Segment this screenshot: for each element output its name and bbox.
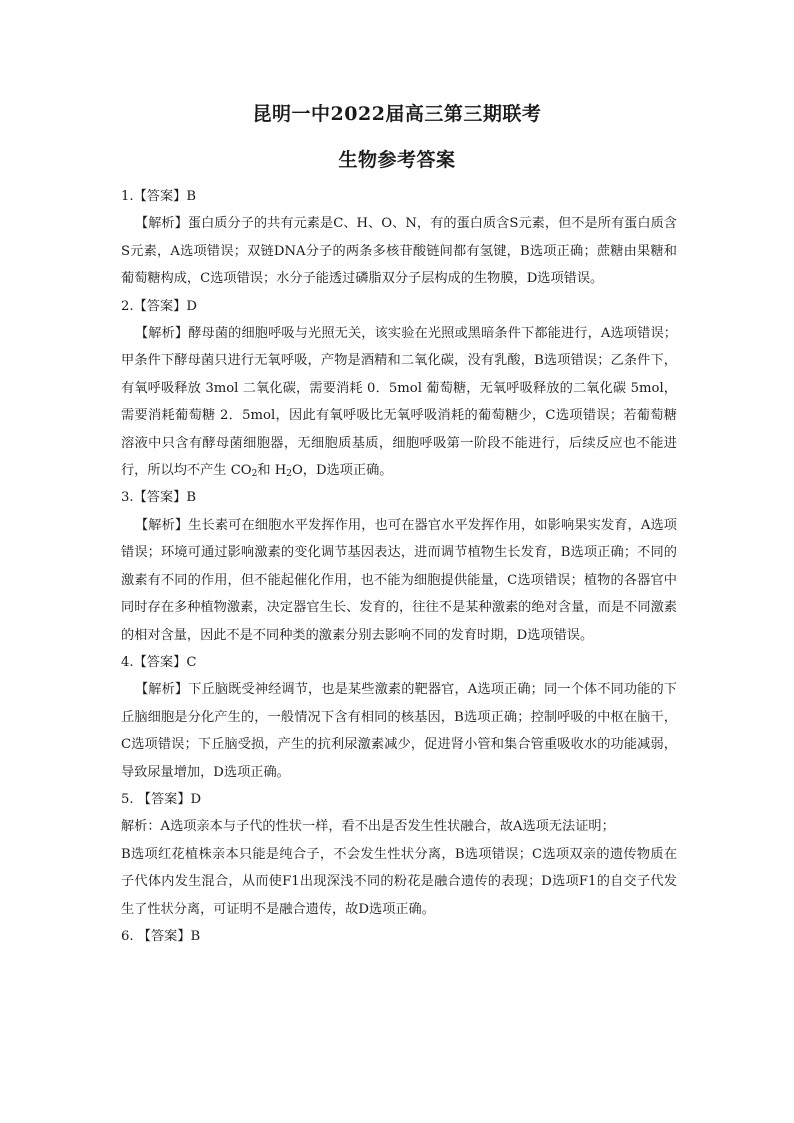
explanation-2-text-a: 【解析】酵母菌的细胞呼吸与光照无关，该实验在光照或黑暗条件下都能进行，A选项错误；甲条件下酵母菌只进行无氧呼吸，产物是酒精和二氧化碳，没有乳酸，B选项错误；乙条件下，有氧呼吸释放 3mol 二氧化碳，需要消耗 0．5mol 葡萄糖，无氧呼吸释放的二氧化碳 5mol，需要消耗葡萄糖 2．5mol，因此有氧呼吸比无氧呼吸消耗的葡萄糖少，C选项错误；若葡萄糖溶液中只含有酵母菌细胞器，无细胞质基质，细胞呼吸第一阶段不能进行，后续反应也不能进行，所以均不产生 CO (121, 326, 677, 479)
explanation-2-text-c: O，D选项正确。 (291, 463, 393, 479)
answer-1: 1.【答案】B (121, 189, 197, 204)
explanation-2-text-b: 和 H (257, 463, 287, 479)
answer-content (121, 183, 677, 950)
answer-2: 2.【答案】D (121, 298, 197, 314)
document-subtitle: 生物参考答案 (338, 149, 456, 171)
explanation-2 (121, 320, 677, 484)
answer-4: 4.【答案】C (121, 654, 197, 670)
answer-5: 5. 【答案】D (121, 791, 202, 807)
explanation-5-line-1: 解析：A选项亲本与子代的性状一样，看不出是否发生性状融合，故A选项无法证明； (121, 819, 615, 835)
answer-6: 6. 【答案】B (121, 928, 201, 944)
h2o-subscript: 2 (286, 469, 292, 480)
answer-3: 3.【答案】B (121, 490, 197, 506)
explanation-1: 【解析】蛋白质分子的共有元素是C、H、O、N，有的蛋白质含S元素，但不是所有蛋白质含S元素，A选项错误；双链DNA分子的两条多核苷酸链间都有氢键，B选项正确；蔗糖由果糖和葡萄糖构成，C选项错误；水分子能透过磷脂双分子层构成的生物膜，D选项错误。 (121, 216, 677, 287)
document-title: 昆明一中2022届高三第三期联考 (252, 103, 542, 125)
explanation-5-line-2: B选项红花植株亲本只能是纯合子，不会发生性状分离，B选项错误；C选项双亲的遗传物质在子代体内发生混合，从而使F1出现深浅不同的粉花是融合遗传的表现；D选项F1的自交子代发生了性状分离，可证明不是融合遗传，故D选项正确。 (121, 846, 677, 917)
co2-subscript: 2 (251, 469, 258, 480)
explanation-3: 【解析】生长素可在细胞水平发挥作用，也可在器官水平发挥作用，如影响果实发育，A选项错误；环境可通过影响激素的变化调节基因表达，进而调节植物生长发育，B选项正确；不同的激素有不同的作用，但不能起催化作用，也不能为细胞提供能量，C选项错误；植物的各器官中同时存在多种植物激素，决定器官生长、发育的，往往不是某种激素的绝对含量，而是不同激素的相对含量，因此不是不同种类的激素分别去影响不同的发育时期，D选项错误。 (121, 517, 677, 643)
explanation-4: 【解析】下丘脑既受神经调节，也是某些激素的靶器官，A选项正确；同一个体不同功能的下丘脑细胞是分化产生的，一般情况下含有相同的核基因，B选项正确；控制呼吸的中枢在脑干，C选项错误；下丘脑受损，产生的抗利尿激素减少，促进肾小管和集合管重吸收水的功能减弱，导致尿量增加，D选项正确。 (121, 682, 677, 780)
